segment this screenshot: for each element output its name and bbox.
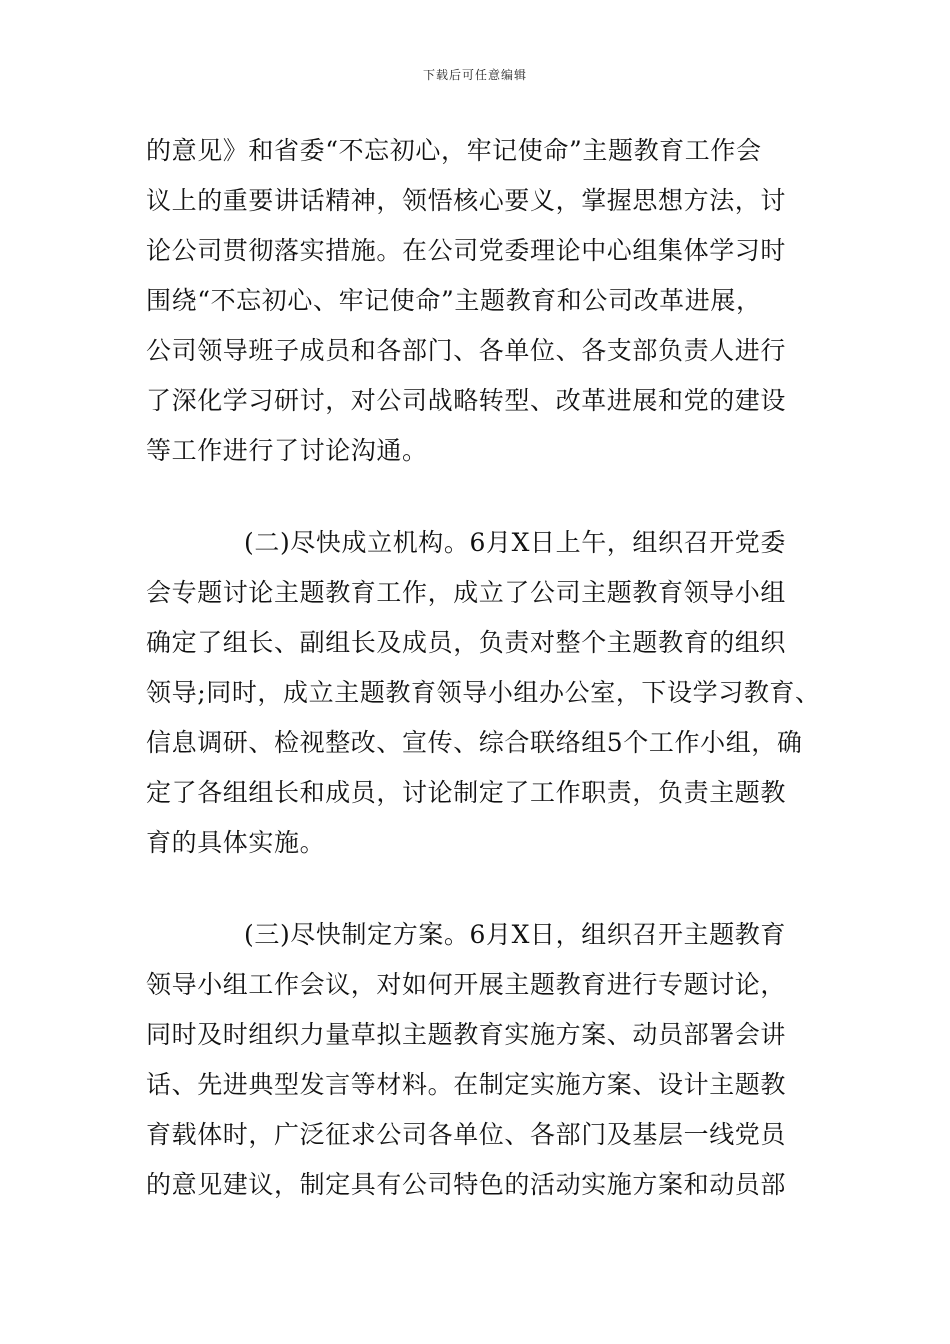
- text-line: 围绕“不忘初心、牢记使命”主题教育和公司改革进展，: [146, 286, 762, 315]
- text-line: 话、先进典型发言等材料。在制定实施方案、设计主题教: [146, 1070, 787, 1099]
- text-line: 论公司贯彻落实措施。在公司党委理论中心组集体学习时: [146, 236, 787, 265]
- text-line: 领导小组工作会议，对如何开展主题教育进行专题讨论，: [146, 970, 787, 999]
- document-body: [146, 126, 826, 1210]
- text-line: 议上的重要讲话精神，领悟核心要义，掌握思想方法，讨: [146, 186, 787, 215]
- paragraph-3: [146, 910, 826, 1210]
- text-line: 的意见》和省委“不忘初心，牢记使命”主题教育工作会: [146, 136, 762, 165]
- paragraph-1: [146, 126, 826, 476]
- text-line: 同时及时组织力量草拟主题教育实施方案、动员部署会讲: [146, 1020, 787, 1049]
- text-line-indented: (三)尽快制定方案。6月X日，组织召开主题教育: [244, 920, 787, 949]
- text-line: 了深化学习研讨，对公司战略转型、改革进展和党的建设: [146, 386, 787, 415]
- text-line: 领导;同时，成立主题教育领导小组办公室，下设学习教育、: [146, 678, 821, 707]
- text-line: 会专题讨论主题教育工作，成立了公司主题教育领导小组: [146, 578, 787, 607]
- text-line: 信息调研、检视整改、宣传、综合联络组5个工作小组，确: [146, 728, 803, 757]
- text-line-indented: (二)尽快成立机构。6月X日上午，组织召开党委: [244, 528, 787, 557]
- text-line: 的意见建议，制定具有公司特色的活动实施方案和动员部: [146, 1170, 787, 1199]
- text-line: 等工作进行了讨论沟通。: [146, 436, 428, 465]
- text-line: 确定了组长、副组长及成员，负责对整个主题教育的组织: [146, 628, 787, 657]
- paragraph-gap: [146, 868, 826, 910]
- text-line: 公司领导班子成员和各部门、各单位、各支部负责人进行: [146, 336, 787, 365]
- paragraph-2: [146, 518, 826, 868]
- text-line: 育载体时，广泛征求公司各单位、各部门及基层一线党员: [146, 1120, 787, 1149]
- text-line: 育的具体实施。: [146, 828, 326, 857]
- paragraph-gap: [146, 476, 826, 518]
- page-header: 下载后可任意编辑: [422, 68, 527, 82]
- text-line: 定了各组组长和成员，讨论制定了工作职责，负责主题教: [146, 778, 787, 807]
